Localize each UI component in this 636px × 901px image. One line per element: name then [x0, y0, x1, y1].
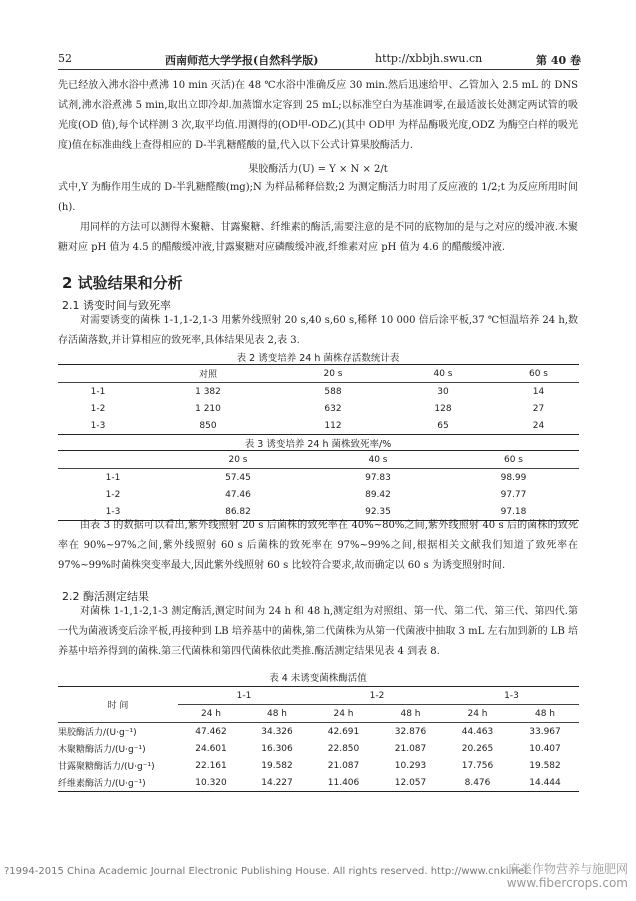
table-cell: 11.406: [327, 777, 360, 788]
table-2-header-cell: [58, 365, 138, 383]
table-cell: 98.99: [500, 472, 527, 483]
table-cell: 1 382: [195, 386, 221, 397]
table-cell: 632: [324, 403, 342, 414]
table-row-label: 果胶酶活力/(U·g⁻¹): [58, 728, 137, 738]
table-cell: 65: [437, 420, 449, 431]
table-cell: 22.850: [327, 743, 360, 754]
table-2-header-cell: 60 s: [528, 368, 548, 379]
table-cell: 588: [324, 386, 342, 397]
table-cell: 8.476: [464, 777, 491, 788]
table-cell: 14.444: [529, 777, 561, 788]
table-4-time-cell: 48 h: [534, 708, 556, 719]
table-4-strain-header: 1-1: [178, 687, 310, 705]
table-cell: 92.35: [365, 506, 391, 517]
table-cell: 16.306: [261, 743, 293, 754]
table-cell: 12.057: [394, 777, 427, 788]
subsection-2-1-title: 2.1 诱变时间与致死率: [62, 299, 171, 312]
table-3-header-cell: 20 s: [228, 454, 248, 465]
table-row: [58, 417, 579, 435]
table-cell: 14: [532, 386, 545, 397]
table-cell: 1-1: [90, 386, 106, 397]
table-4-caption: 表 4 未诱变菌株酶活值: [269, 673, 367, 684]
table-row: [58, 469, 579, 487]
table-3-header-row: [58, 451, 579, 469]
table-cell: 97.18: [500, 506, 527, 517]
volume-label: 第 40 卷: [536, 54, 581, 67]
table-row: [58, 383, 579, 401]
page-number: 52: [58, 52, 72, 65]
table-cell: 1-1: [105, 472, 121, 483]
analysis-paragraph: 由表 3 的数据可以看出,紫外线照射 20 s 后菌株的致死率在 40%~80%之间,紫外线照射 40 s 后的菌株的致死率在 90%~97%之间,紫外线照射 60 s 后菌株的致死率在 97%~99%之间,根据相关文献我们知道了致死率在 97%~99%时菌株突变率最大,因此紫外线照射 60 s 比较符合要求,故而确定以 60 s 为诱变照射时间.: [58, 520, 578, 571]
table-cell: 42.691: [327, 726, 360, 737]
table-cell: 30: [437, 386, 449, 397]
table-cell: 34.326: [261, 726, 293, 737]
table-2-header-row: [58, 365, 579, 383]
table-cell: 10.320: [195, 777, 227, 788]
table-cell: 33.967: [529, 726, 561, 737]
journal-title: 西南师范大学学报(自然科学版): [165, 54, 319, 67]
table-2-caption: 表 2 诱变培养 24 h 菌株存活数统计表: [236, 353, 400, 364]
formula-explanation: 式中,Y 为酶作用生成的 D-半乳糖醛酸(mg);N 为样品稀释倍数;2 为测定酶活力时用了反应液的 1/2;t 为反应所用时间(h).: [58, 182, 578, 213]
header-rule: [58, 69, 579, 70]
table-4-time-cell: 24 h: [467, 708, 488, 719]
table-cell: 19.582: [261, 760, 293, 771]
table-4-strain-header: 1-3: [444, 687, 579, 705]
table-cell: 97.83: [365, 472, 391, 483]
table-cell: 10.407: [529, 743, 561, 754]
table-row: [58, 740, 579, 757]
table-row: [58, 400, 579, 417]
table-cell: 27: [532, 403, 545, 414]
table-4-time-header: 时 间: [107, 701, 129, 711]
table-row: [58, 774, 579, 792]
table-4-time-cell: 24 h: [200, 708, 222, 719]
table-4-time-cell: 48 h: [400, 708, 421, 719]
intro-paragraph: 先已经放入沸水浴中煮沸 10 min 灭活)在 48 ℃水浴中准确反应 30 min.然后迅速给甲、乙管加入 2.5 mL 的 DNS 试剂,沸水浴煮沸 5 min,取出立即冷却.加蒸馏水定容到 25 mL;以标准空白为基准调零,在最适波长处测定两试管的吸光度(OD 值),每个试样测 3 次,取平均值.用测得的(OD甲-OD乙)(其中 OD甲 为样品酶吸光度,ODZ 为酶空白样的吸光度)值在标准曲线上查得相应的 D-半乳糖醛酸的量,代入以下公式计算果胶酶活力.: [58, 80, 578, 151]
table-cell: 22.161: [195, 760, 227, 771]
table-cell: 128: [434, 403, 452, 414]
table-cell: 47.462: [195, 726, 227, 737]
table-2-header-cell: 对照: [198, 370, 217, 380]
method-paragraph: 用同样的方法可以测得木聚糖、甘露聚糖、纤维素的酶活,需要注意的是不同的底物加的是与之对应的缓冲液.木聚糖对应 pH 值为 4.5 的醋酸缓冲液,甘露聚糖对应磷酸缓冲液,纤维素对应 pH 值为 4.6 的醋酸缓冲液.: [58, 222, 578, 253]
table-cell: 97.77: [500, 489, 527, 500]
table-cell: 44.463: [461, 726, 494, 737]
table-row-label: 木聚糖酶活力/(U·g⁻¹): [58, 745, 146, 755]
table-row: [58, 757, 579, 774]
watermark-text: 麻类作物营养与施肥网 www.fibercrops.com: [506, 862, 628, 890]
table-4-strain-header: 1-2: [310, 687, 444, 705]
table-3-header-cell: [58, 451, 168, 469]
table-cell: 20.265: [461, 743, 494, 754]
table-cell: 1-2: [90, 403, 106, 414]
table-cell: 24.601: [195, 743, 227, 754]
table-cell: 32.876: [394, 726, 427, 737]
subsection-2-1-paragraph: 对需要诱变的菌株 1-1,1-2,1-3 用紫外线照射 20 s,40 s,60 s,稀释 10 000 倍后涂平板,37 ℃恒温培养 24 h,数存活菌落数,并计算相应的致死率,具体结果见表 2,表 3.: [58, 315, 578, 346]
table-4-time-cell: 48 h: [266, 708, 288, 719]
copyright-footer: ?1994-2015 China Academic Journal Electronic Publishing House. All rights reserved. http://www.cnki.net: [4, 866, 529, 877]
table-cell: 14.227: [261, 777, 293, 788]
section-2-title: 2 试验结果和分析: [62, 274, 183, 292]
subsection-2-2-title: 2.2 酶活测定结果: [62, 590, 149, 603]
table-cell: 1 210: [195, 403, 221, 414]
table-2-header-cell: 20 s: [323, 368, 343, 379]
table-cell: 17.756: [461, 760, 494, 771]
table-cell: 850: [199, 420, 217, 431]
table-row-label: 纤维素酶活力/(U·g⁻¹): [58, 779, 146, 789]
table-cell: 19.582: [529, 760, 561, 771]
table-row-label: 甘露聚糖酶活力/(U·g⁻¹): [58, 762, 155, 772]
table-row: [58, 723, 579, 741]
table-4-header-row: [58, 687, 579, 705]
table-cell: 47.46: [225, 489, 251, 500]
table-2-header-cell: 40 s: [433, 368, 453, 379]
table-cell: 57.45: [225, 472, 251, 483]
table-cell: 112: [324, 420, 342, 431]
table-cell: 1-3: [90, 420, 106, 431]
formula: 果胶酶活力(U) = Y × N × 2/t: [248, 164, 388, 175]
subsection-2-2-paragraph: 对菌株 1-1,1-2,1-3 测定酶活,测定时间为 24 h 和 48 h,测定组为对照组、第一代、第二代、第三代、第四代.第一代为菌液诱变后涂平板,再接种到 LB 培养基中的菌株,第二代菌株为从第一代菌液中抽取 3 mL 左右加到新的 LB 培养基中培养得到的菌株.第三代菌株和第四代菌株依此类推.酶活测定结果见表 4 到表 8.: [58, 606, 578, 657]
table-cell: 21.087: [394, 743, 427, 754]
journal-url: http://xbbjh.swu.cn: [375, 52, 483, 65]
table-cell: 21.087: [327, 760, 360, 771]
table-4-time-cell: 24 h: [333, 708, 354, 719]
table-cell: 1-3: [105, 506, 121, 517]
table-3-header-cell: 60 s: [503, 454, 523, 465]
table-cell: 10.293: [394, 760, 427, 771]
table-3-caption: 表 3 诱变培养 24 h 菌株致死率/%: [244, 439, 392, 450]
table-4: [58, 686, 579, 792]
table-cell: 1-2: [105, 489, 121, 500]
table-2: [58, 364, 579, 435]
table-row: [58, 486, 579, 503]
table-cell: 89.42: [365, 489, 391, 500]
table-cell: 86.82: [225, 506, 251, 517]
table-3: [58, 450, 579, 521]
table-cell: 24: [532, 420, 545, 431]
table-3-header-cell: 40 s: [368, 454, 388, 465]
